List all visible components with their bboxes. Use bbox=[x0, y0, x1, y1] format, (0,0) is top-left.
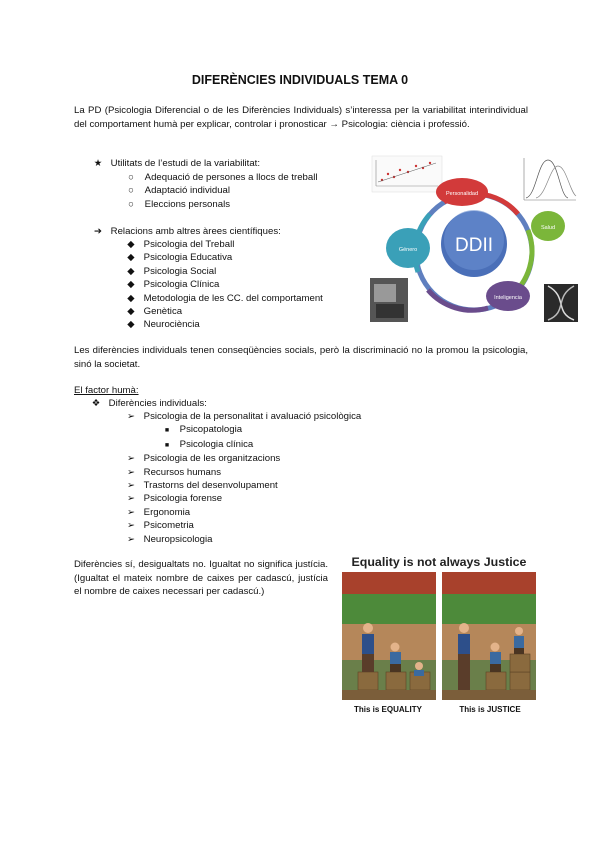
node-genero bbox=[386, 228, 430, 268]
square-bullet-icon: ■ bbox=[164, 427, 170, 435]
list-item: ■ Psicologia clínica bbox=[126, 438, 361, 452]
utilitats-heading bbox=[91, 157, 260, 170]
equality-caption: This is EQUALITY bbox=[353, 705, 422, 714]
equality-justice-cartoon bbox=[340, 555, 538, 725]
list-item: ◆ Psicologia Social bbox=[127, 265, 217, 277]
list-item: ◆ Neurociència bbox=[127, 319, 200, 331]
star-icon: ★ bbox=[93, 158, 103, 169]
relacions-list bbox=[126, 238, 323, 332]
factor-label: Diferències individuals: bbox=[108, 398, 207, 409]
justice-caption: This is JUSTICE bbox=[459, 705, 521, 714]
cartoon-title: Equality is not always Justice bbox=[351, 555, 527, 569]
arrowhead-bullet-icon: ➢ bbox=[126, 520, 136, 532]
cartoon-panels bbox=[340, 572, 538, 702]
equality-panel bbox=[342, 572, 436, 700]
list-item: ○ Adaptació individual bbox=[126, 184, 317, 197]
list-item: ■ Psicopatologia bbox=[126, 423, 361, 437]
arrowhead-bullet-icon: ➢ bbox=[126, 411, 136, 422]
dna-thumbnail-icon bbox=[544, 284, 578, 322]
arrowhead-bullet-icon: ➢ bbox=[126, 480, 136, 492]
list-item: ➢ Psicologia de la personalitat i avaluació psicològica bbox=[126, 411, 362, 422]
circle-bullet-icon: ○ bbox=[128, 185, 134, 197]
svg-text:Personalidad: Personalidad bbox=[445, 191, 479, 197]
list-item: ◆ Psicologia Clínica bbox=[127, 279, 220, 291]
arrowhead-bullet-icon: ➢ bbox=[126, 466, 136, 478]
arrow-right-icon: ➔ bbox=[93, 226, 103, 237]
utilitats-list bbox=[126, 171, 317, 211]
circle-bullet-icon: ○ bbox=[128, 198, 134, 210]
scatter-plot-thumbnail bbox=[372, 156, 442, 192]
intro-paragraph: La PD (Psicologia Diferencial o de les Diferències Individuals) s’interessa per la variabilitat interindividual del comportament humà per explicar, controlar i pronosticar → Psicologia: ciència i professió. bbox=[74, 105, 528, 130]
svg-text:Inteligencia: Inteligencia bbox=[494, 295, 522, 301]
arrowhead-bullet-icon: ➢ bbox=[126, 533, 136, 545]
equality-paragraph: Diferències sí, desigualtats no. Igualtat no significa justícia. (Igualtat el mateix nombre de caixes per cadascú, justícia el nombre de caixes necessari per cadascú.) bbox=[74, 559, 328, 598]
square-bullet-icon: ■ bbox=[164, 441, 170, 449]
node-personalidad bbox=[436, 178, 488, 206]
node-salud bbox=[531, 211, 565, 241]
list-item: ➢ Psicometria bbox=[126, 520, 194, 532]
social-paragraph: Les diferències individuals tenen conseqüències socials, però la discriminació no la promou la psicologia, sinó la societat. bbox=[74, 345, 528, 370]
factor-heading: El factor humà: bbox=[74, 385, 139, 396]
ddii-center-label: DDII bbox=[455, 235, 493, 256]
diamond-bullet-icon: ◆ bbox=[127, 239, 135, 250]
ddii-diagram bbox=[368, 152, 580, 330]
list-item: ➢ Ergonomia bbox=[126, 506, 191, 518]
ddii-center-node bbox=[441, 210, 507, 277]
fleur-bullet-icon: ❖ bbox=[91, 398, 101, 409]
diamond-bullet-icon: ◆ bbox=[127, 265, 135, 277]
svg-text:Salud: Salud bbox=[540, 225, 556, 231]
factor-list bbox=[126, 410, 361, 546]
list-item: ◆ Psicologia del Treball bbox=[127, 239, 235, 250]
diamond-bullet-icon: ◆ bbox=[127, 306, 135, 318]
list-item: ➢ Psicologia forense bbox=[126, 493, 223, 505]
list-item: ➢ Psicologia de les organitzacions bbox=[126, 453, 281, 465]
utilitats-label: Utilitats de l’estudi de la variabilitat: bbox=[110, 158, 260, 169]
list-item: ➢ Neuropsicologia bbox=[126, 533, 213, 545]
list-item: ➢ Recursos humans bbox=[126, 466, 221, 478]
distribution-curves-thumbnail bbox=[518, 154, 578, 206]
diamond-bullet-icon: ◆ bbox=[127, 252, 135, 264]
diamond-bullet-icon: ◆ bbox=[127, 292, 135, 304]
node-inteligencia bbox=[486, 281, 530, 311]
list-item: ◆ Genètica bbox=[127, 306, 183, 318]
circle-bullet-icon: ○ bbox=[128, 172, 134, 183]
list-item: ○ Eleccions personals bbox=[126, 198, 317, 211]
relacions-heading bbox=[91, 225, 281, 238]
diamond-bullet-icon: ◆ bbox=[127, 279, 135, 291]
page-title: DIFERÈNCIES INDIVIDUALS TEMA 0 bbox=[191, 73, 409, 87]
photo-thumbnail-left bbox=[370, 278, 408, 322]
list-item: ○ Adequació de persones a llocs de treball bbox=[126, 171, 317, 184]
arrowhead-bullet-icon: ➢ bbox=[126, 453, 136, 465]
arrowhead-bullet-icon: ➢ bbox=[126, 493, 136, 505]
list-item: ◆ Metodologia de les CC. del comportament bbox=[127, 292, 323, 304]
list-item: ◆ Psicologia Educativa bbox=[127, 252, 233, 264]
justice-panel bbox=[442, 572, 536, 700]
list-item: ➢ Trastorns del desenvolupament bbox=[126, 480, 278, 492]
svg-text:Género: Género bbox=[398, 247, 418, 253]
diamond-bullet-icon: ◆ bbox=[127, 319, 135, 331]
relacions-label: Relacions amb altres àrees científiques: bbox=[110, 226, 281, 237]
factor-label-row bbox=[90, 397, 207, 410]
arrowhead-bullet-icon: ➢ bbox=[126, 506, 136, 518]
